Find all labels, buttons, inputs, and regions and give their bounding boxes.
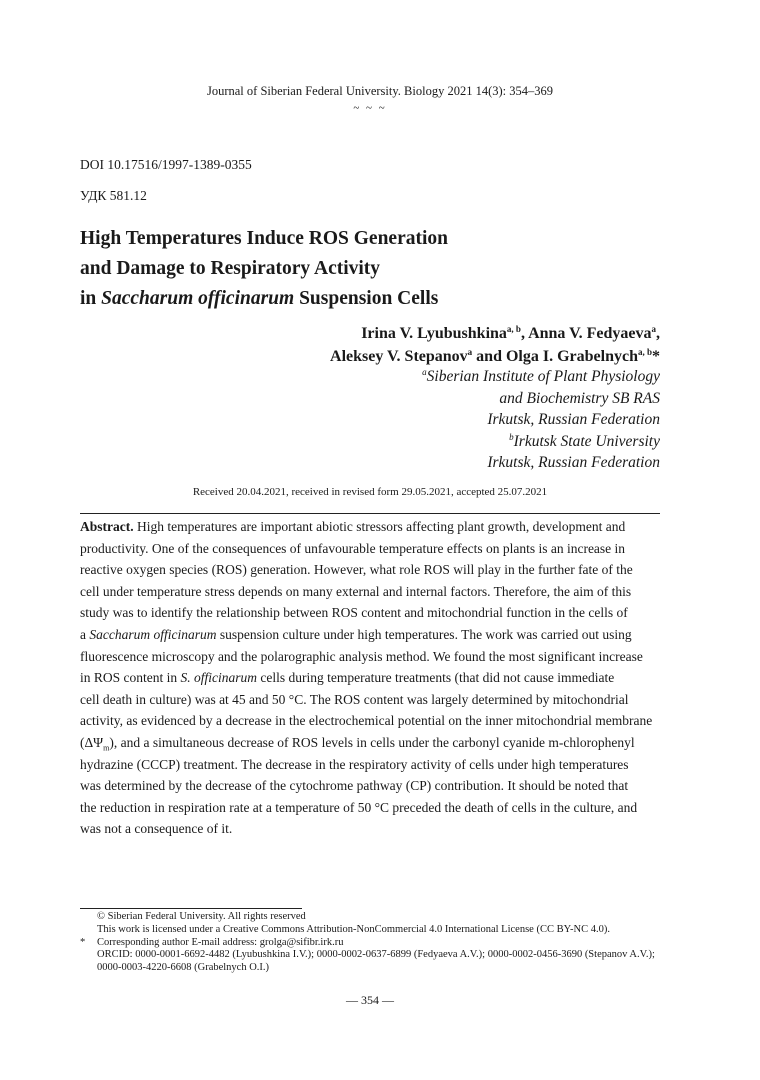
abstract <box>80 516 660 840</box>
author-sep-1: , <box>520 325 529 342</box>
abstract-line: study was to identify the relationship between ROS content and mitochondrial function in the cells of <box>80 605 628 621</box>
author-sep-2: , <box>656 325 660 342</box>
title-line-3-pre: in <box>80 288 102 309</box>
footnote-corresponding <box>80 937 666 950</box>
footnote-star: * <box>80 936 86 948</box>
corresponding-star: * <box>652 348 660 365</box>
author-and: and <box>472 348 506 365</box>
abstract-line: cell under temperature stress depends on many external and internal factors. Therefore, the aim of this <box>80 583 632 599</box>
abstract-line: hydrazine (CCCP) treatment. The decrease in the respiratory activity of cells under high temperatures <box>80 756 629 772</box>
abstract-subscript: m <box>103 743 110 753</box>
affil-a-name: Siberian Institute of Plant Physiology <box>426 368 660 385</box>
article-title <box>80 224 600 314</box>
doi: DOI 10.17516/1997-1389-0355 <box>80 157 252 172</box>
author-3: Aleksey V. Stepanov <box>330 348 468 365</box>
abstract-text: High temperatures are important abiotic stressors affecting plant growth, development and <box>133 519 626 534</box>
footnote-divider <box>80 908 302 909</box>
author-2: Anna V. Fedyaeva <box>528 325 652 342</box>
author-2-affil: a <box>651 324 656 334</box>
affil-b-line-1 <box>422 431 660 453</box>
affiliations <box>422 366 660 474</box>
title-line-3-post: Suspension Cells <box>294 288 439 309</box>
abstract-line: was not a consequence of it. <box>80 821 233 837</box>
abstract-text: ), and a simultaneous decrease of ROS levels in cells under the carbonyl cyanide m-chlorophenyl <box>109 734 635 750</box>
abstract-line <box>80 516 660 538</box>
abstract-line <box>80 624 660 646</box>
orcid-text: ORCID: 0000-0001-6692-4482 (Lyubushkina I.V.); 0000-0002-0637-6899 (Fedyaeva A.V.); 0000-0002-0456-3690 (Stepanov A.V.); 0000-0003-4220-6608 (Grabelnych O.I.) <box>97 949 655 974</box>
title-line-3 <box>80 284 600 314</box>
author-1-affil: a, b <box>506 324 521 334</box>
footnote-license <box>80 924 666 937</box>
abstract-line <box>80 667 660 689</box>
abstract-text: cells during temperature treatments (that did not cause immediate <box>257 670 615 686</box>
abstract-text: (ΔΨ <box>80 734 104 750</box>
abstract-line: activity, as evidenced by a decrease in the electrochemical potential on the inner mitochondrial membrane <box>80 713 653 729</box>
abstract-divider <box>80 513 660 514</box>
footnote-orcid <box>80 949 666 975</box>
affil-a-line-1 <box>422 366 660 388</box>
author-4: Olga I. Grabelnych <box>505 348 638 365</box>
authors-line-1 <box>330 322 660 345</box>
authors-line-2 <box>330 345 660 368</box>
copyright-text: © Siberian Federal University. All rights reserved <box>97 911 306 922</box>
udk-code: УДК 581.12 <box>80 188 147 203</box>
title-line-1: High Temperatures Induce ROS Generation <box>80 228 448 249</box>
journal-header: Journal of Siberian Federal University. Biology 2021 14(3): 354–369 <box>206 84 553 98</box>
abstract-label: Abstract. <box>80 519 134 534</box>
license-text: This work is licensed under a Creative Commons Attribution-NonCommercial 4.0 International License (CC BY-NC 4.0). <box>97 923 610 935</box>
abstract-line <box>80 732 660 754</box>
footnotes <box>80 911 666 975</box>
abstract-line: productivity. One of the consequences of unfavourable temperature effects on plants is an increase in <box>80 540 626 556</box>
abstract-text: a <box>80 626 90 642</box>
affil-a-line-3: Irkutsk, Russian Federation <box>487 411 660 428</box>
affil-a-line-2: and Biochemistry SB RAS <box>499 389 660 407</box>
abstract-line: reactive oxygen species (ROS) generation. However, what role ROS will play in the further fate of the <box>80 562 633 578</box>
authors-block <box>330 322 660 368</box>
author-3-affil: a <box>467 347 473 357</box>
header-ornament: ~ ~ ~ <box>353 102 387 114</box>
abstract-species: Saccharum officinarum <box>89 626 217 642</box>
corresponding-email: Corresponding author E-mail address: grolga@sifibr.irk.ru <box>97 936 344 948</box>
affil-a-mark: a <box>422 367 427 377</box>
abstract-line: was determined by the decrease of the cytochrome pathway (CP) contribution. It should be noted that <box>80 778 629 794</box>
title-line-2: and Damage to Respiratory Activity <box>80 258 381 279</box>
author-4-affil: a, b <box>637 347 652 357</box>
abstract-species: S. officinarum <box>180 670 257 686</box>
affil-b-line-2: Irkutsk, Russian Federation <box>487 454 660 471</box>
page-number: — 354 — <box>346 993 394 1007</box>
abstract-line: cell death in culture) was at 45 and 50 °C. The ROS content was largely determined by mitochondrial <box>80 691 629 707</box>
footnote-copyright <box>80 911 666 924</box>
abstract-text: suspension culture under high temperatures. The work was carried out using <box>216 626 632 642</box>
received-dates: Received 20.04.2021, received in revised form 29.05.2021, accepted 25.07.2021 <box>192 486 548 498</box>
affil-b-name: Irkutsk State University <box>513 432 660 450</box>
abstract-text: in ROS content in <box>80 670 181 686</box>
abstract-line: the reduction in respiration rate at a temperature of 50 °C preceded the death of cells in the culture, and <box>80 799 638 815</box>
affil-b-mark: b <box>509 431 514 442</box>
title-species: Saccharum officinarum <box>101 288 295 309</box>
author-1: Irina V. Lyubushkina <box>361 325 507 342</box>
abstract-line: fluorescence microscopy and the polarographic analysis method. We found the most significant increase <box>80 648 643 664</box>
